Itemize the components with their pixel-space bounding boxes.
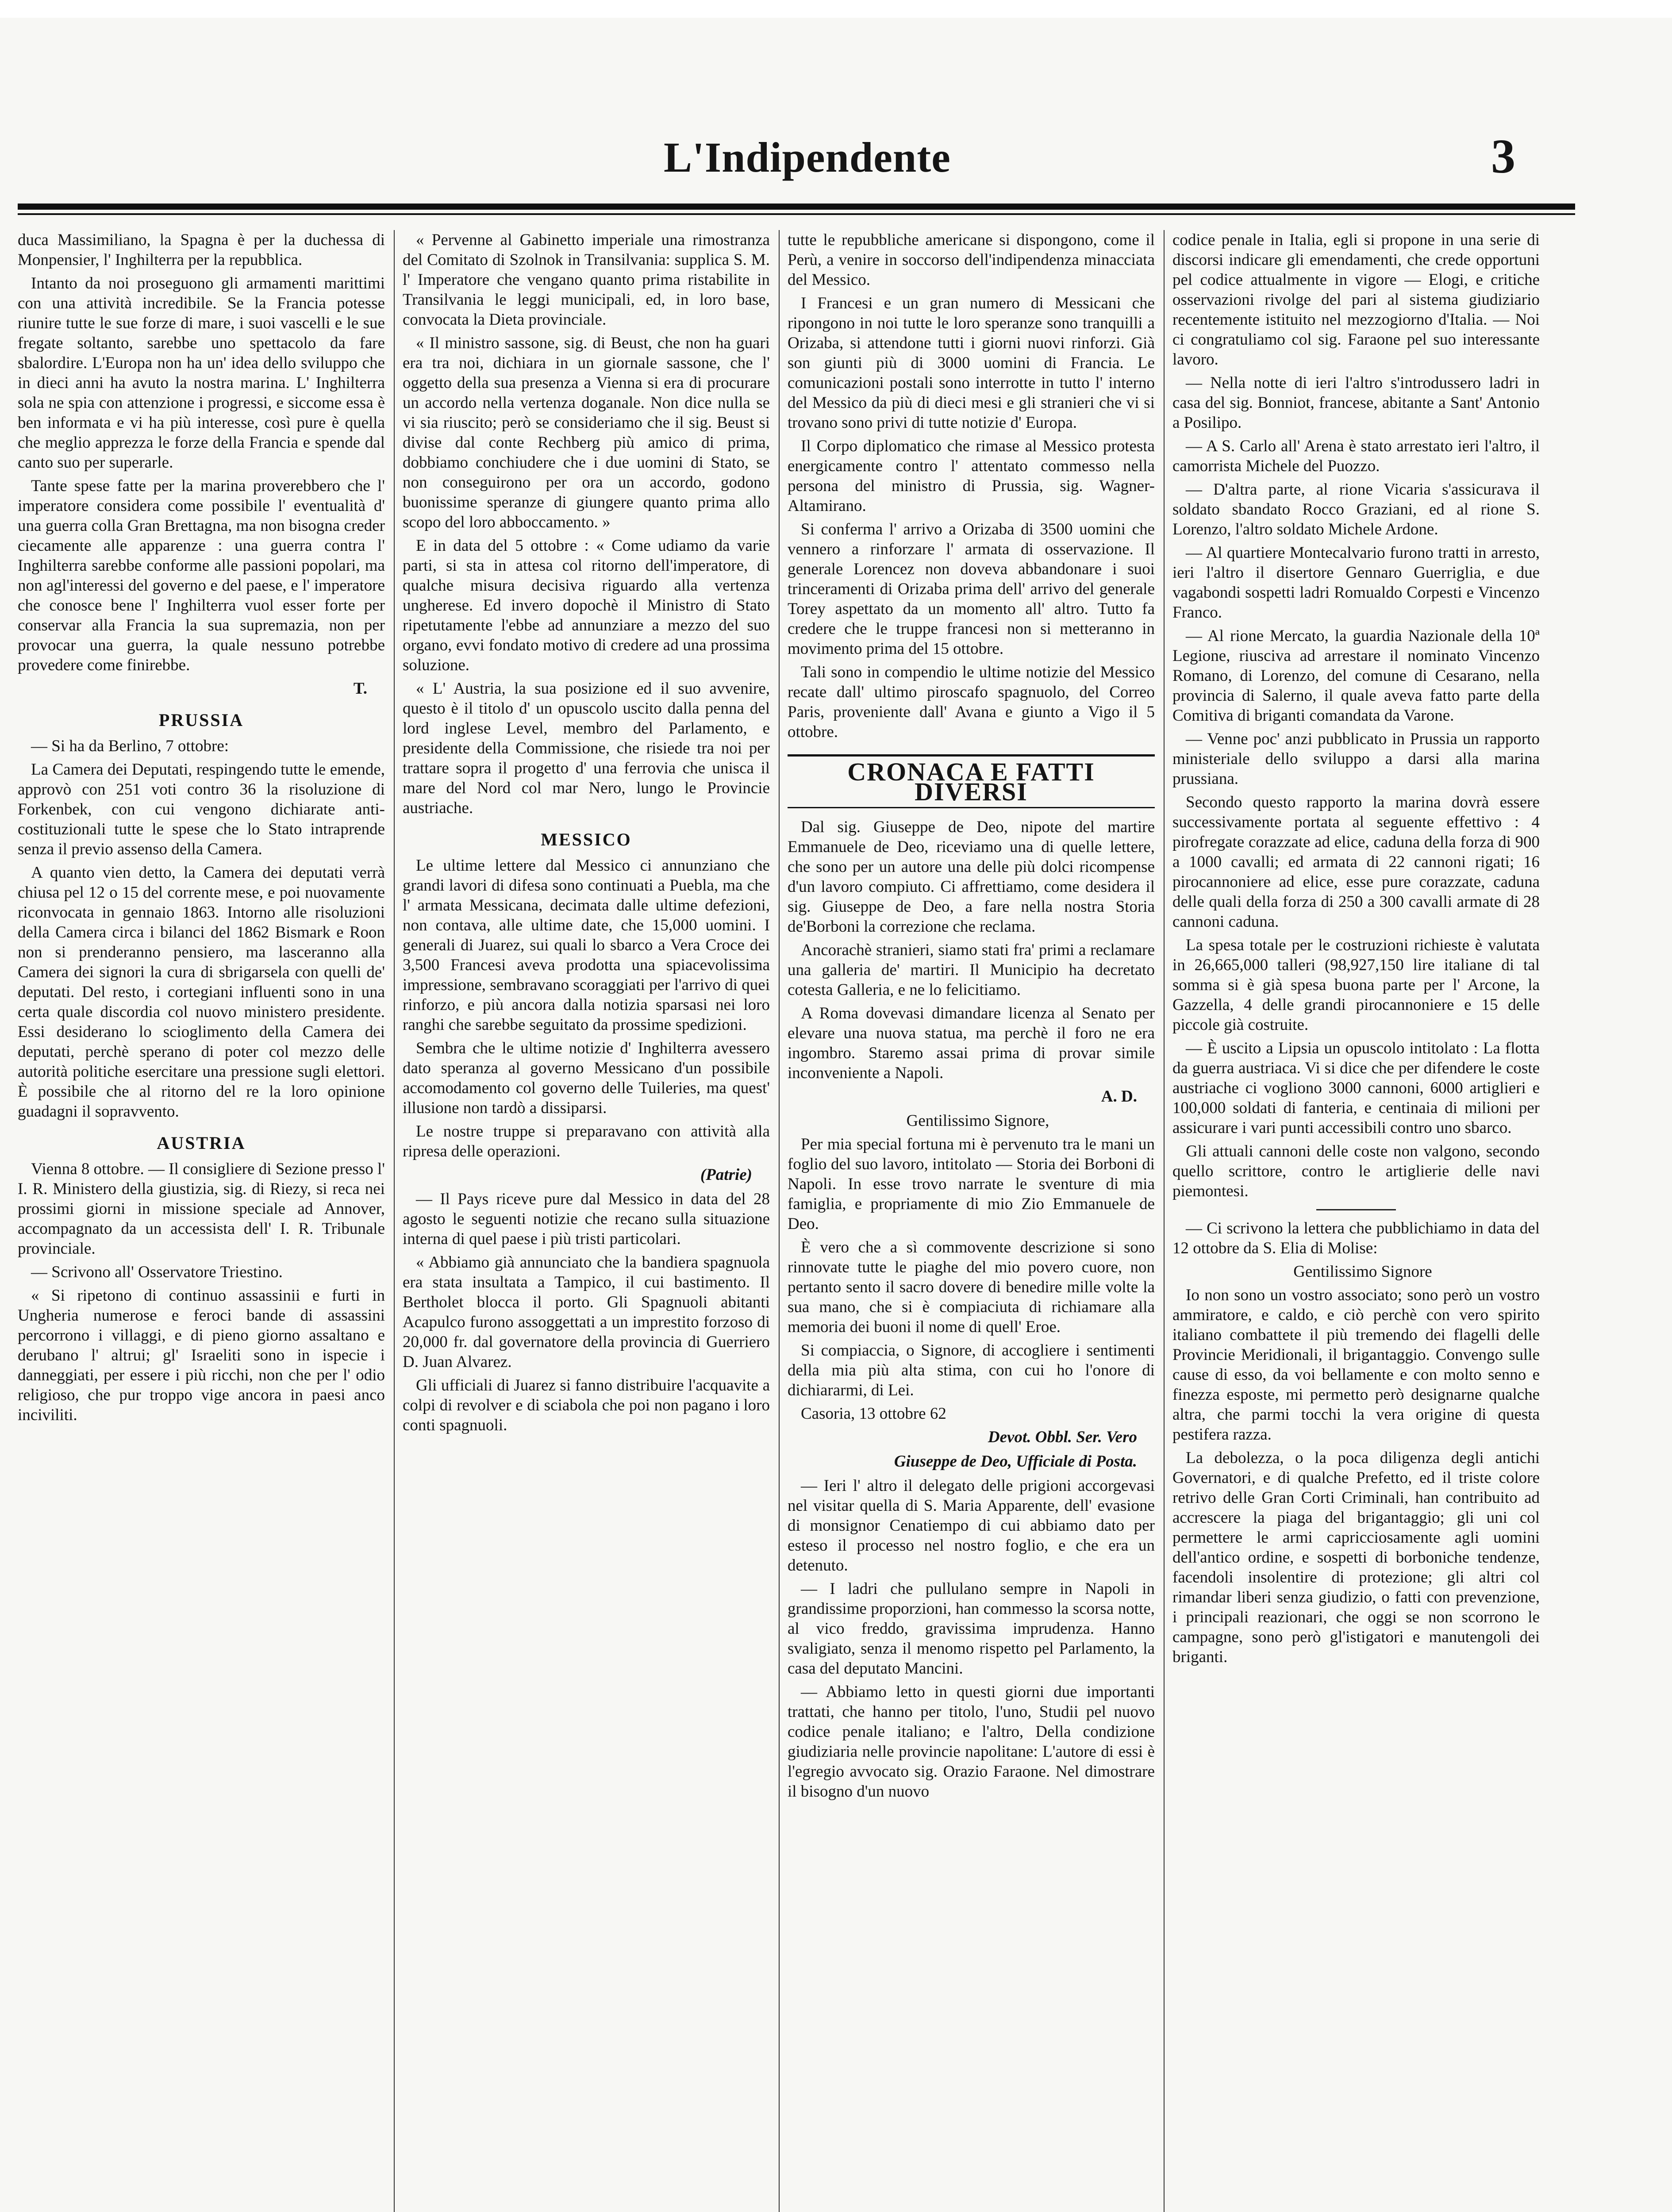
- masthead: [0, 115, 1672, 190]
- paragraph: — I ladri che pullulano sempre in Napoli in grandissime proporzioni, han commesso la scorsa notte, al vico freddo, gravissima imprudenza. Hanno svaligiato, senza il menomo rispetto pel Parlamento, la casa del deputato Mancini.: [788, 1580, 1155, 1678]
- paragraph: — Nella notte di ieri l'altro s'introdussero ladri in casa del sig. Bonniot, francese, abitante a Sant' Antonio a Posilipo.: [1172, 374, 1540, 432]
- paragraph: « Il ministro sassone, sig. di Beust, che non ha guari era tra noi, dichiara in un giornale sassone, che l' oggetto della sua presenza a Vienna si era di procurare un accordo nella vertenza doganale. Non dice nulla se vi sia riuscito; però se consideriamo che il sig. Beust si divise dal conte Rechberg più amico di prima, dobbiamo conchiudere che i due uomini di Stato, se non conseguirono per ora un accordo, godono buonissime speranze di giungere quanto prima allo scopo del loro abboccamento. »: [403, 334, 770, 531]
- paragraph: — A S. Carlo all' Arena è stato arrestato ieri l'altro, il camorrista Michele del Puozzo.: [1172, 437, 1540, 475]
- paragraph: Le ultime lettere dal Messico ci annunziano che grandi lavori di difesa sono continuati a Puebla, ma che l' armata Messicana, decimata dalle ultime defezioni, non contava, alle ultime date, che 15,000 uomini. I generali di Juarez, sui quali lo sbarco a Vera Croce dei 3,500 Francesi aveva prodotta una spiacevolissima impressione, sembravano scoraggiati per l'arrivo di quei rinforzo, e più ancora dalla notizia sparsasi nei loro ranghi che sarebbe seguitato da prossime spedizioni.: [403, 856, 770, 1034]
- paragraph: Secondo questo rapporto la marina dovrà essere successivamente portata al seguente effettivo : 4 pirofregate corazzate ad elice, caduna della forza di 900 a 1000 cavalli; ed armata di 22 cannoni rigati; 16 pirocannoniere ad elice, esse pure corazzate, caduna delle quali della forza di 250 a 300 cavalli armate di 28 cannoni caduna.: [1172, 793, 1540, 931]
- paragraph: Io non sono un vostro associato; sono però un vostro ammiratore, e caldo, e ciò perchè con vero spirito italiano combattete il più tremendo dei flagelli delle Provincie Meridionali, il brigantaggio. Convengo sulle cause di esso, da voi bellamente e con molto senno e finezza esposte, mi permetto però designarne qualche altra, che parmi tocchi la vera origine di questa pestifera razza.: [1172, 1286, 1540, 1444]
- signature: T.: [353, 680, 367, 698]
- page-number: 3: [1491, 129, 1515, 183]
- paragraph: Il Corpo diplomatico che rimase al Messico protesta energicamente contro l' attentato commesso nella persona del ministro di Prussia, sig. Wagner-Altamirano.: [788, 437, 1155, 515]
- paragraph: E in data del 5 ottobre : « Come udiamo da varie parti, si sta in attesa col ritorno dell'imperatore, di qualche misura decisiva riguardo alla vertenza ungherese. Ed invero dopochè il Ministro di Stato ripetutamente l'ebbe ad annunziare a mezzo del suo organo, evvi fondato motivo di credere ad una prossima soluzione.: [403, 537, 770, 674]
- paragraph: — Al quartiere Montecalvario furono tratti in arresto, ieri l'altro il disertore Gennaro Guerriglia, e due vagabondi sospetti ladri Romualdo Corpesti e Vincenzo Franco.: [1172, 544, 1540, 622]
- paragraph: duca Massimiliano, la Spagna è per la duchessa di Monpensier, l' Inghilterra per la repubblica.: [18, 231, 385, 269]
- paragraph: — D'altra parte, al rione Vicaria s'assicurava il soldato sbandato Rocco Graziani, ed al rione S. Lorenzo, l'altro soldato Michele Ardone.: [1172, 480, 1540, 538]
- paragraph: Tali sono in compendio le ultime notizie del Messico recate dall' ultimo piroscafo spagnuolo, del Correo Paris, proveniente dall' Avana e giunto a Vigo il 5 ottobre.: [788, 663, 1155, 741]
- section-heading-messico: MESSICO: [541, 830, 632, 849]
- paragraph: Le nostre truppe si preparavano con attività alla ripresa delle operazioni.: [403, 1122, 770, 1160]
- paragraph: Sembra che le ultime notizie d' Inghilterra avessero dato speranza al governo Messicano d'un possibile accomodamento col governo delle Tuileries, ma quest' illusione non tardò a dissiparsi.: [403, 1039, 770, 1117]
- column-1: [18, 230, 385, 2212]
- paragraph: La debolezza, o la poca diligenza degli antichi Governatori, e di qualche Prefetto, ed il triste colore retrivo delle Gran Corti Criminali, han contribuito ad accrescere la piaga del brigantaggio; gli uni col permettere le armi capricciosamente agli uomini dell'antico ordine, e sospetti di borboniche tendenze, facendoli insolentire di protezione; gli altri col rimandar liberi senza giudizio, o fatti con prevenzione, i principali reazionari, che oggi se non scorrono le campagne, sono però gl'istigatori e manutengoli dei briganti.: [1172, 1449, 1540, 1666]
- column-3: [788, 230, 1155, 2212]
- letter-closing: Devot. Obbl. Ser. Vero: [988, 1428, 1137, 1446]
- section-heading-prussia: PRUSSIA: [158, 710, 244, 730]
- paragraph: « L' Austria, la sua posizione ed il suo avvenire, questo è il titolo d' un opuscolo uscito dalla penna del lord inglese Level, membro del Parlamento, e presidente della Commissione, che risiede tra noi per trattare sopra il progetto d' una ferrovia che unisca il mare del Nord col mar Nero, lungo le Provincie austriache.: [403, 680, 770, 817]
- source-attribution: (Patrie): [700, 1166, 752, 1184]
- paragraph: A Roma dovevasi dimandare licenza al Senato per elevare una nuova statua, ma perchè il foro ne era ingombro. Staremo assai prima di provar simile inconveniente a Napoli.: [788, 1004, 1155, 1082]
- paragraph: A quanto vien detto, la Camera dei deputati verrà chiusa pel 12 o 15 del corrente mese, e poi nuovamente riconvocata in gennaio 1863. Intorno alle risoluzioni della Camera circa i bilanci del 1862 Bismark e Roon non si prenderanno pensiero, ma lasceranno alla Camera dei signori la cura di sbrigarsela con quelli de' deputati. Del resto, i cortegiani influenti sono in una certa quale discordia col nuovo ministero presidente. Essi desiderano lo scioglimento della Camera dei deputati, perchè sperano di poter col mezzo delle autorità politiche esercitare una pressione sugli elettori. È possibile che al ritorno del re la loro opinione guadagni il sopravvento.: [18, 864, 385, 1121]
- paragraph: Si compiaccia, o Signore, di accogliere i sentimenti della mia più alta stima, con cui ho l'onore di dichiararmi, di Lei.: [788, 1341, 1155, 1399]
- paragraph: « Si ripetono di continuo assassinii e furti in Ungheria numerose e feroci bande di assassini percorrono i villaggi, e di pieno giorno assaltano e derubano l' altrui; gl' Israeliti sono in ispecie i danneggiati, per essere i più ricchi, non che per l' odio religioso, che pur troppo vige ancora in paesi anco inciviliti.: [18, 1286, 385, 1424]
- paragraph: I Francesi e un gran numero di Messicani che ripongono in noi tutte le loro speranze sono tranquilli a Orizaba, si attendone tutti i giorni nuovi rinforzi. Già son giunti più di 3000 uomini di Francia. Le comunicazioni postali sono interrotte in tutto l' interno del Messico da più di dieci mesi e gli stranieri che vi si trovano sono privi di tutte notizie d' Europa.: [788, 294, 1155, 432]
- paragraph: Intanto da noi proseguono gli armamenti marittimi con una attività incredibile. Se la Francia potesse riunire tutte le sue forze di mare, i suoi vascelli e le sue fregate soltanto, sarebbe uno spettacolo da fare sbalordire. L'Europa non ha un' idea dello sviluppo che in dieci anni ha avuto la nostra marina. L' Inghilterra sola ne spia con attenzione i progressi, e siccome essa è ben informata e vi ha più interesse, così pure è quella che meglio apprezza le forze della Francia e spende dal canto suo per superarle.: [18, 274, 385, 472]
- paragraph: — Ci scrivono la lettera che pubblichiamo in data del 12 ottobre da S. Elia di Molise:: [1172, 1219, 1540, 1257]
- header-rule-thick: [18, 204, 1575, 210]
- column-divider: [394, 230, 395, 2212]
- column-divider: [779, 230, 780, 2212]
- paper-sheet: [0, 18, 1672, 2212]
- paragraph: Gli attuali cannoni delle coste non valgono, secondo quello scrittore, contro le artiglierie delle navi piemontesi.: [1172, 1142, 1540, 1200]
- paragraph: Tante spese fatte per la marina proverebbero che l' imperatore considera come possibile l' eventualità d' una guerra colla Gran Brettagna, ma non bisogna creder ciecamente alle apparenze : una guerra contra l' Inghilterra sarebbe conforme alle passioni popolari, ma non agl'interessi del governo e del paese, e l' imperatore che conosce bene l' Inghilterra vuol esser forte per conservar alla Francia la sua supremazia, non per provocar una guerra, la quale nessuno potrebbe provedere come finirebbe.: [18, 477, 385, 674]
- newspaper-title: L'Indipendente: [664, 134, 951, 181]
- letter-salutation: Gentilissimo Signore: [1293, 1263, 1432, 1281]
- paragraph: « Pervenne al Gabinetto imperiale una rimostranza del Comitato di Szolnok in Transilvania: supplica S. M. l' Imperatore che vengano quanto prima ristabilite in Transilvania le leggi municipali, ed, in loro base, convocata la Dieta provinciale.: [403, 231, 770, 329]
- paragraph: È vero che a sì commovente descrizione si sono rinnovate tutte le piaghe del mio povero cuore, non pertanto sento il sacro dovere di benedire mille volte la sua mano, che si è compiaciuta di richiamare alla memoria dei buoni il nome di quell' Eroe.: [788, 1238, 1155, 1336]
- paragraph: codice penale in Italia, egli si propone in una serie di discorsi indicare gli emendamenti, che crede opportuni pel codice attualmente in vigore — Elogi, e critiche osservazioni rivolge del pari al sistema giudiziario recentemente istituito nel mezzogiorno d'Italia. — Noi ci congratuliamo col sig. Faraone pel suo interessante lavoro.: [1172, 231, 1540, 369]
- paragraph: — Abbiamo letto in questi giorni due importanti trattati, che hanno per titolo, l'uno, Studii pel nuovo codice penale italiano; e l'altro, Della condizione giudiziaria nelle provincie napolitane: L'autore di essi è l'egregio avvocato sig. Orazio Faraone. Nel dimostrare il bisogno d'un nuovo: [788, 1683, 1155, 1801]
- paragraph: « Abbiamo già annunciato che la bandiera spagnuola era stata insultata a Tampico, il cui bastimento. Il Bertholet blocca il porto. Gli Spagnuoli abitanti Acapulco furono assoggettati a un imprestito forzoso di 20,000 fr. dal governatore della provincia di Guerriero D. Juan Alvarez.: [403, 1253, 770, 1371]
- paragraph: Vienna 8 ottobre. — Il consigliere di Sezione presso l' I. R. Ministero della giustizia, sig. di Riezy, si reca nei prossimi giorni in missione speciale ad Annover, accompagnato da un accessista dell' I. R. Tribunale provinciale.: [18, 1160, 385, 1258]
- paragraph: — Ieri l' altro il delegato delle prigioni accorgevasi nel visitar quella di S. Maria Apparente, dell' evasione di monsignor Cenatiempo di cui abbiamo dato per esteso il processo nel nostro foglio, e che era un detenuto.: [788, 1477, 1155, 1575]
- paragraph: — Al rione Mercato, la guardia Nazionale della 10ª Legione, riusciva ad arrestare il nominato Vincenzo Romano, di Lorenzo, del comune di Cesarano, nella provincia di Salerno, il quale aveva fatto parte della Comitiva di briganti comandata da Varone.: [1172, 627, 1540, 725]
- section-heading-cronaca: CRONACA E FATTI DIVERSI: [788, 754, 1155, 808]
- separator-rule: [1316, 1209, 1396, 1210]
- letter-salutation: Gentilissimo Signore,: [906, 1112, 1049, 1130]
- header-rule-thin: [18, 213, 1575, 215]
- paragraph: La Camera dei Deputati, respingendo tutte le emende, approvò con 251 voti contro 36 la risoluzione di Forkenbek, con cui vengono dichiarate anti-costituzionali tutte le spese che lo Stato intraprende senza il previo assenso della Camera.: [18, 760, 385, 858]
- paragraph: Gli ufficiali di Juarez si fanno distribuire l'acquavite a colpi di revolver e di sciabola che poi non pagano i loro conti spagnuoli.: [403, 1376, 770, 1434]
- column-divider: [1164, 230, 1165, 2212]
- paragraph: tutte le repubbliche americane si dispongono, come il Perù, a venire in soccorso dell'indipendenza minacciata del Messico.: [788, 231, 1155, 289]
- paragraph: — Si ha da Berlino, 7 ottobre:: [31, 737, 229, 755]
- column-2: [403, 230, 770, 2212]
- paragraph: Si conferma l' arrivo a Orizaba di 3500 uomini che vennero a rinforzare l' armata di osservazione. Il generale Lorencez non doveva abbandonare i suoi trinceramenti di Orizaba prima dell' arrivo del generale Torey aspettato da un momento all' altro. Tutto fa credere che le truppe francesi non si metteranno in movimento prima del 15 ottobre.: [788, 520, 1155, 658]
- section-heading-austria: AUSTRIA: [157, 1133, 246, 1153]
- paragraph: Ancorachè stranieri, siamo stati fra' primi a reclamare una galleria de' martiri. Il Municipio ha decretato cotesta Galleria, e ne lo felicitiamo.: [788, 941, 1155, 999]
- letter-signer: Giuseppe de Deo, Ufficiale di Posta.: [894, 1452, 1137, 1471]
- paragraph: — Venne poc' anzi pubblicato in Prussia un rapporto ministeriale dello sviluppo a darsi alla marina prussiana.: [1172, 730, 1540, 788]
- paragraph: La spesa totale per le costruzioni richieste è valutata in 26,665,000 talleri (98,927,150 lire italiane di tal somma si è già spesa buona parte per l' Arcone, la Gazzella, 4 delle grandi pirocannoniere e 15 delle piccole già costruite.: [1172, 936, 1540, 1034]
- paragraph: — È uscito a Lipsia un opuscolo intitolato : La flotta da guerra austriaca. Vi si dice che per difendere le coste austriache ci vogliono 3000 cannoni, 6000 artiglieri e 100,000 soldati di fanteria, e centinaia di milioni per assicurare i vari punti accessibili contro uno sbarco.: [1172, 1039, 1540, 1137]
- paragraph: Per mia special fortuna mi è pervenuto tra le mani un foglio del suo lavoro, intitolato — Storia dei Borboni di Napoli. In esse trovo narrate le sventure di mia famiglia, e propriamente di mio Zio Emmanuele de Deo.: [788, 1135, 1155, 1233]
- signature: A. D.: [1101, 1087, 1137, 1106]
- paragraph: — Scrivono all' Osservatore Triestino.: [31, 1263, 283, 1281]
- paragraph: Dal sig. Giuseppe de Deo, nipote del martire Emmanuele de Deo, riceviamo una di quelle lettere, che sono per un autore una delle più dolci ricompense d'un lavoro compiuto. Ci affrettiamo, come desidera il sig. Giuseppe de Deo, a fare nella nostra Storia de'Borboni la correzione che reclama.: [788, 818, 1155, 936]
- column-4: [1172, 230, 1540, 2212]
- letter-place-date: Casoria, 13 ottobre 62: [801, 1405, 946, 1423]
- paragraph: — Il Pays riceve pure dal Messico in data del 28 agosto le seguenti notizie che recano sulla situazione interna di quel paese i più tristi particolari.: [403, 1190, 770, 1248]
